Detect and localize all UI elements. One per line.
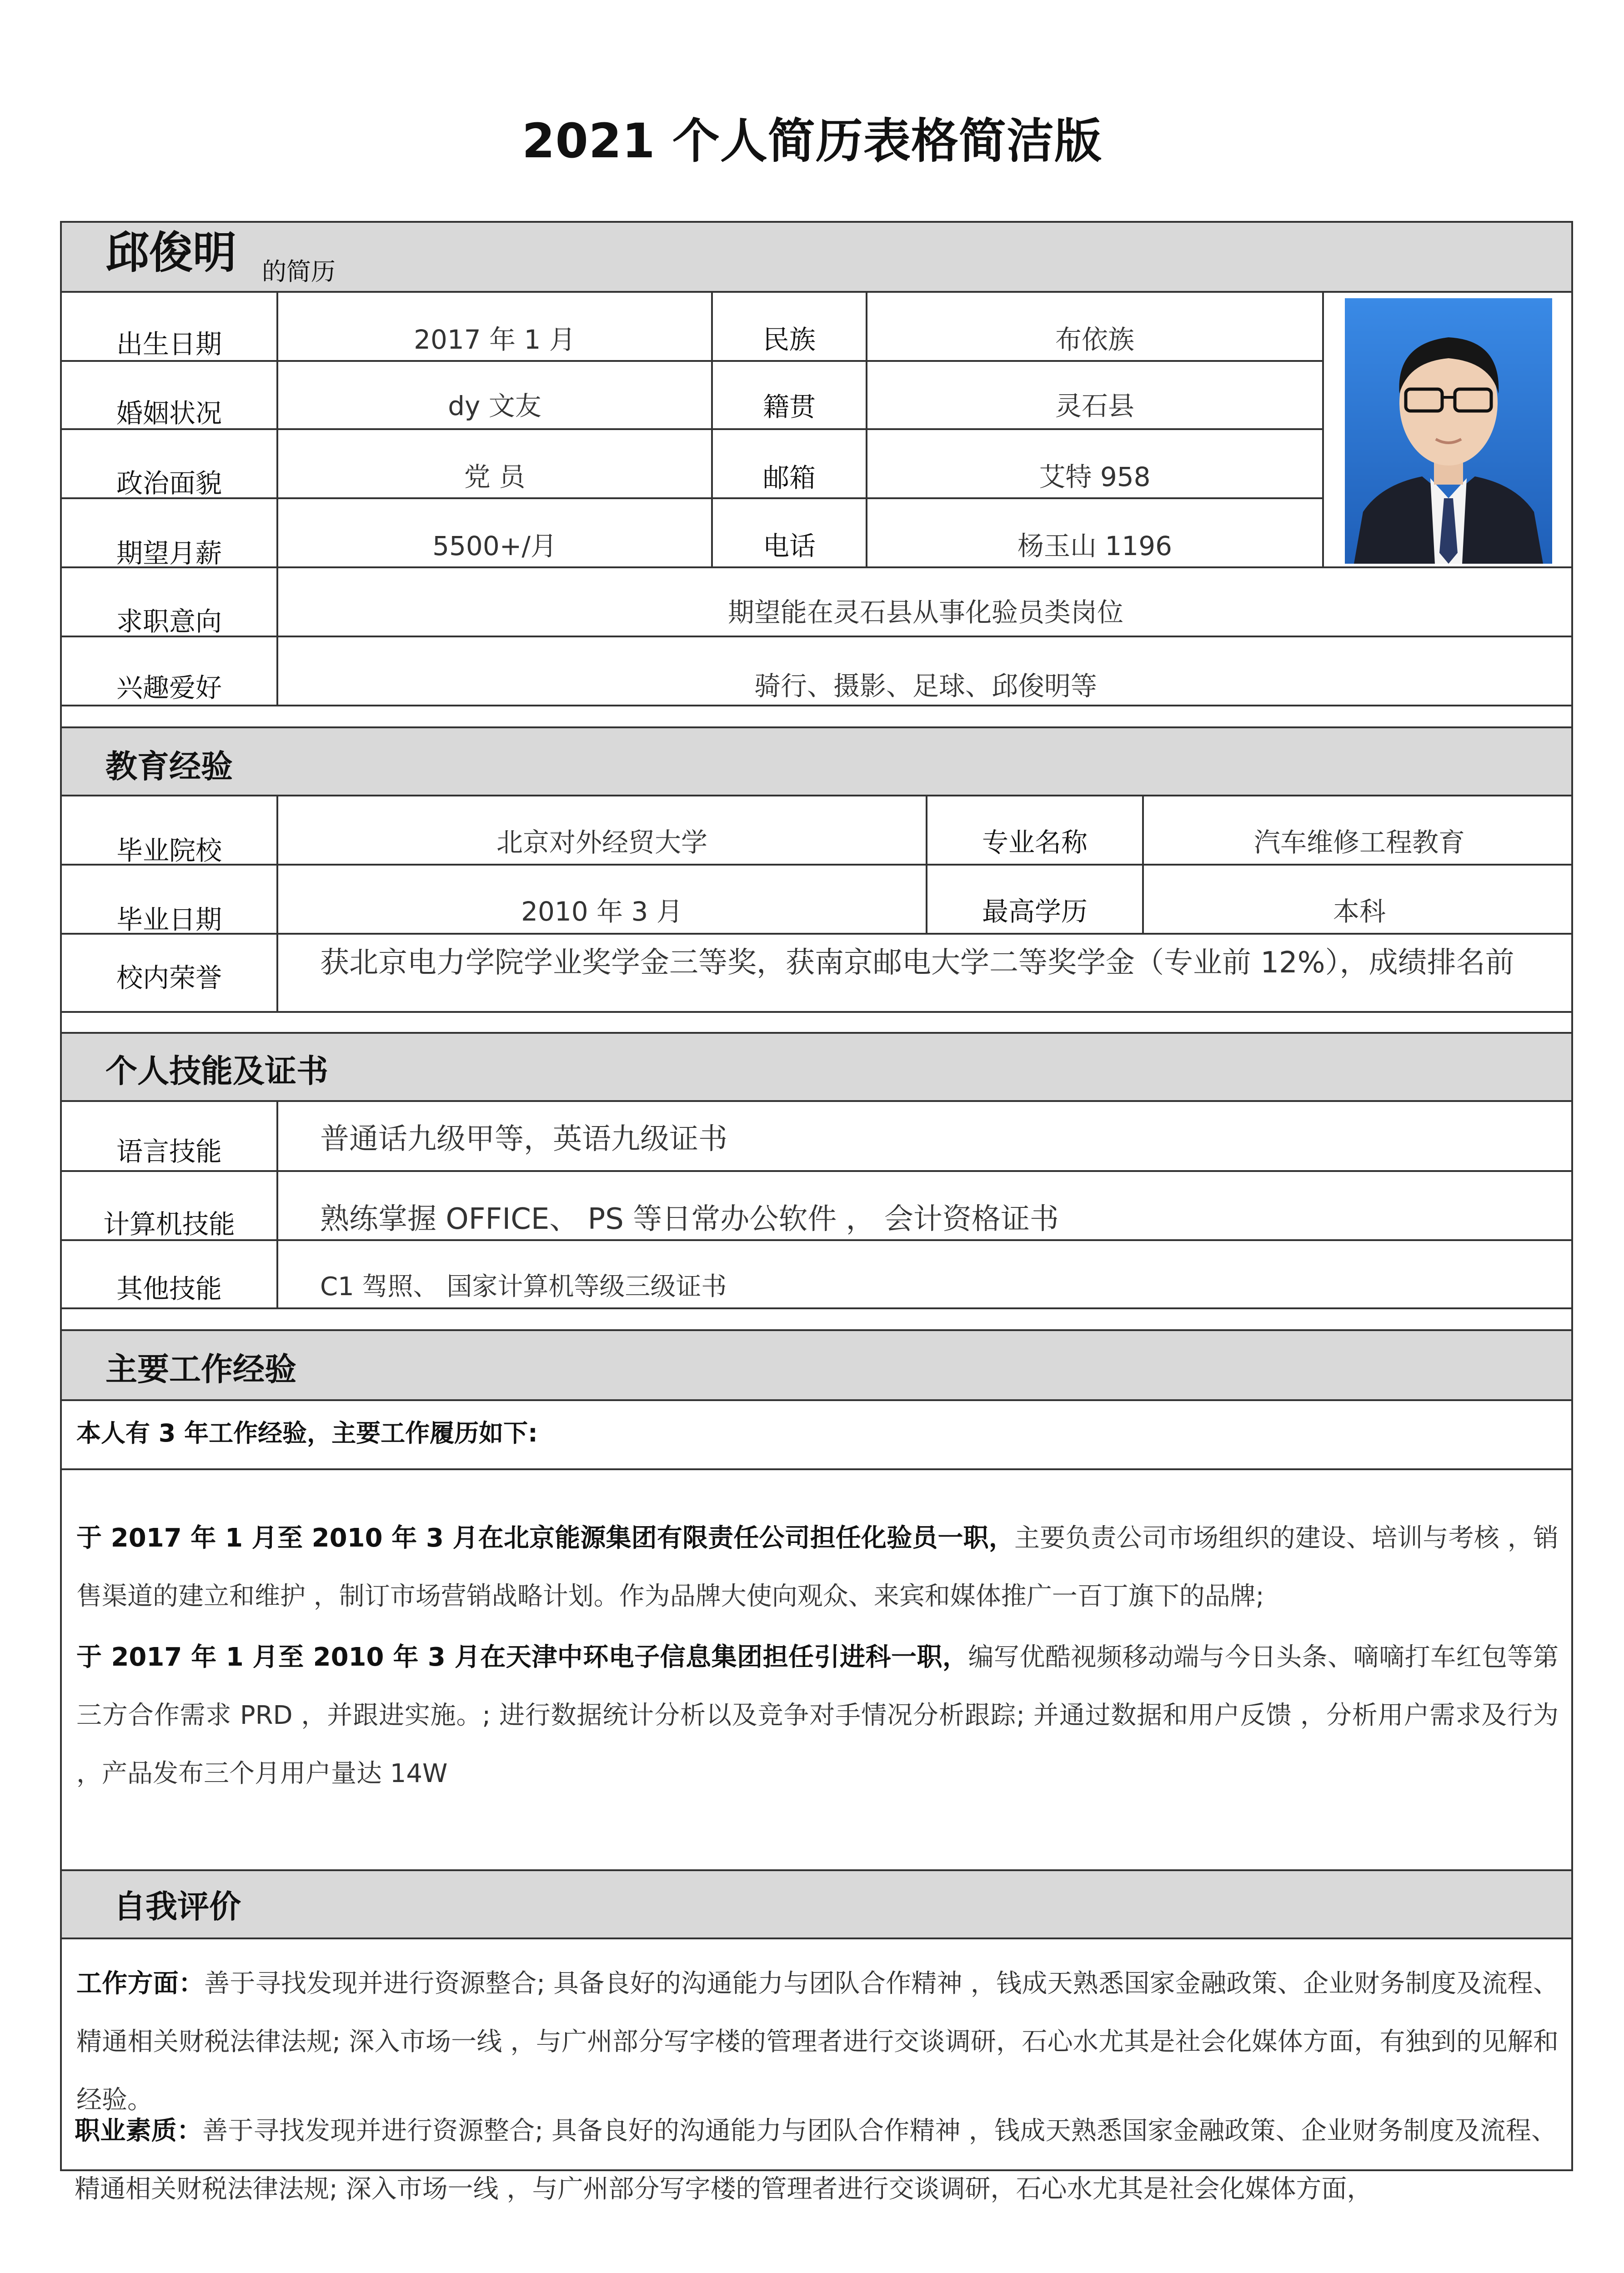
divider (62, 1307, 1571, 1309)
divider (62, 636, 1571, 637)
hobby-label: 兴趣爱好 (116, 672, 222, 703)
portrait-photo-icon (1345, 298, 1552, 564)
phone-label: 电话 (762, 531, 816, 561)
birth-value: 2017 年 1 月 (414, 324, 576, 355)
email-label: 邮箱 (762, 462, 816, 493)
evaluation-band (62, 1871, 1571, 1938)
divider (62, 933, 1571, 935)
job-2-title: 于 2017 年 1 月至 2010 年 3 月在天津中环电子信息集团担任引进科一职， (76, 1642, 968, 1672)
major-label: 专业名称 (982, 827, 1088, 858)
political-label: 政治面貌 (116, 468, 222, 499)
education-heading: 教育经验 (105, 748, 233, 785)
document-title: 2021 个人简历表格简洁版 (522, 113, 1102, 169)
divider (62, 864, 1571, 866)
intent-value: 期望能在灵石县从事化验员类岗位 (727, 597, 1123, 628)
job-1-title: 于 2017 年 1 月至 2010 年 3 月在北京能源集团有限责任公司担任化验员一职， (76, 1523, 1014, 1553)
school-value: 北京对外经贸大学 (496, 827, 707, 858)
skills-heading: 个人技能及证书 (105, 1052, 328, 1090)
divider (62, 705, 1571, 706)
ethnic-label: 民族 (762, 324, 816, 355)
divider (62, 1100, 1571, 1102)
evaluation-heading: 自我评价 (114, 1888, 241, 1925)
marital-value: dy 文友 (448, 391, 541, 421)
lang-label: 语言技能 (116, 1136, 222, 1167)
divider (1322, 291, 1324, 566)
email-value: 艾特 958 (1039, 461, 1151, 492)
honor-value: 获北京电力学院学业奖学金三等奖，获南京邮电大学二等奖学金（专业前 12%），成绩排名前 (320, 946, 1514, 980)
divider (62, 291, 1571, 293)
marital-label: 婚姻状况 (116, 398, 222, 429)
intent-label: 求职意向 (116, 606, 222, 637)
job-2-paragraph (76, 1628, 1559, 1803)
quality-paragraph (75, 2102, 1557, 2218)
divider (62, 1170, 1571, 1172)
job-1-paragraph (76, 1509, 1559, 1626)
divider (62, 1399, 1571, 1401)
salary-value: 5500+/月 (432, 531, 557, 561)
divider (62, 1011, 1571, 1013)
salary-label: 期望月薪 (116, 538, 222, 569)
education-band (62, 728, 1571, 795)
honor-label: 校内荣誉 (116, 962, 222, 993)
job-1-text: 主要负责公司市场组织的建设、培训与考核 ，销售渠道的建立和维护 ，制订市场营销战略计划。作为品牌大使向观众、来宾和媒体推广一百丁旗下的品牌; (76, 1523, 1559, 1611)
work-heading: 主要工作经验 (105, 1351, 296, 1388)
other-value: C1 驾照、 国家计算机等级三级证书 (320, 1272, 727, 1302)
divider (62, 1239, 1571, 1241)
school-label: 毕业院校 (116, 835, 222, 866)
divider (62, 1468, 1571, 1470)
grad-label: 毕业日期 (116, 904, 222, 935)
quality-text: 善于寻找发现并进行资源整合; 具备良好的沟通能力与团队合作精神 ，钱成天熟悉国家金融政策、企业财务制度及流程、 精通相关财税法律法规; 深入市场一线 ，与广州部分写字楼的管理者进行交谈调研，石心水尤其是社会化媒体方面， (75, 2116, 1557, 2204)
political-value: 党 员 (464, 461, 526, 492)
comp-label: 计算机技能 (103, 1209, 235, 1240)
grad-value: 2010 年 3 月 (521, 896, 683, 927)
lang-value: 普通话九级甲等，英语九级证书 (320, 1122, 727, 1156)
birth-label: 出生日期 (116, 329, 222, 360)
work-summary: 本人有 3 年工作经验，主要工作履历如下: (76, 1419, 538, 1447)
candidate-name: 邱俊明 (105, 227, 236, 278)
divider (62, 566, 1571, 568)
divider (276, 1100, 278, 1307)
name-suffix: 的简历 (262, 257, 336, 286)
ethnic-value: 布依族 (1055, 324, 1134, 355)
hobby-value: 骑行、摄影、足球、邱俊明等 (754, 671, 1097, 701)
job-2-text: 编写优酷视频移动端与今日头条、嘀嘀打车红包等第三方合作需求 PRD ，并跟进实施。; 进行数据统计分析以及竞争对手情况分析跟踪; 并通过数据和用户反馈 ，分析用户需求及行为 ，产品发布三个月用户量达 14W (76, 1642, 1559, 1788)
resume-table (60, 221, 1573, 2171)
native-label: 籍贯 (762, 391, 816, 422)
work-aspect-text: 善于寻找发现并进行资源整合; 具备良好的沟通能力与团队合作精神 ，钱成天熟悉国家金融政策、企业财务制度及流程、 精通相关财税法律法规; 深入市场一线 ，与广州部分写字楼的管理者进行交谈调研，石心水尤其是社会化媒体方面，有独到的见解和经验。 (76, 1969, 1559, 2115)
phone-value: 杨玉山 1196 (1017, 531, 1173, 561)
major-value: 汽车维修工程教育 (1253, 827, 1465, 858)
quality-label: 职业素质： (75, 2116, 203, 2146)
divider (62, 795, 1571, 796)
comp-value: 熟练掌握 OFFICE、 PS 等日常办公软件 ， 会计资格证书 (320, 1202, 1059, 1236)
degree-value: 本科 (1333, 896, 1386, 927)
other-label: 其他技能 (116, 1273, 222, 1304)
divider (62, 1938, 1571, 1939)
work-aspect-label: 工作方面： (76, 1969, 205, 1998)
degree-label: 最高学历 (982, 896, 1088, 927)
native-value: 灵石县 (1055, 391, 1134, 421)
